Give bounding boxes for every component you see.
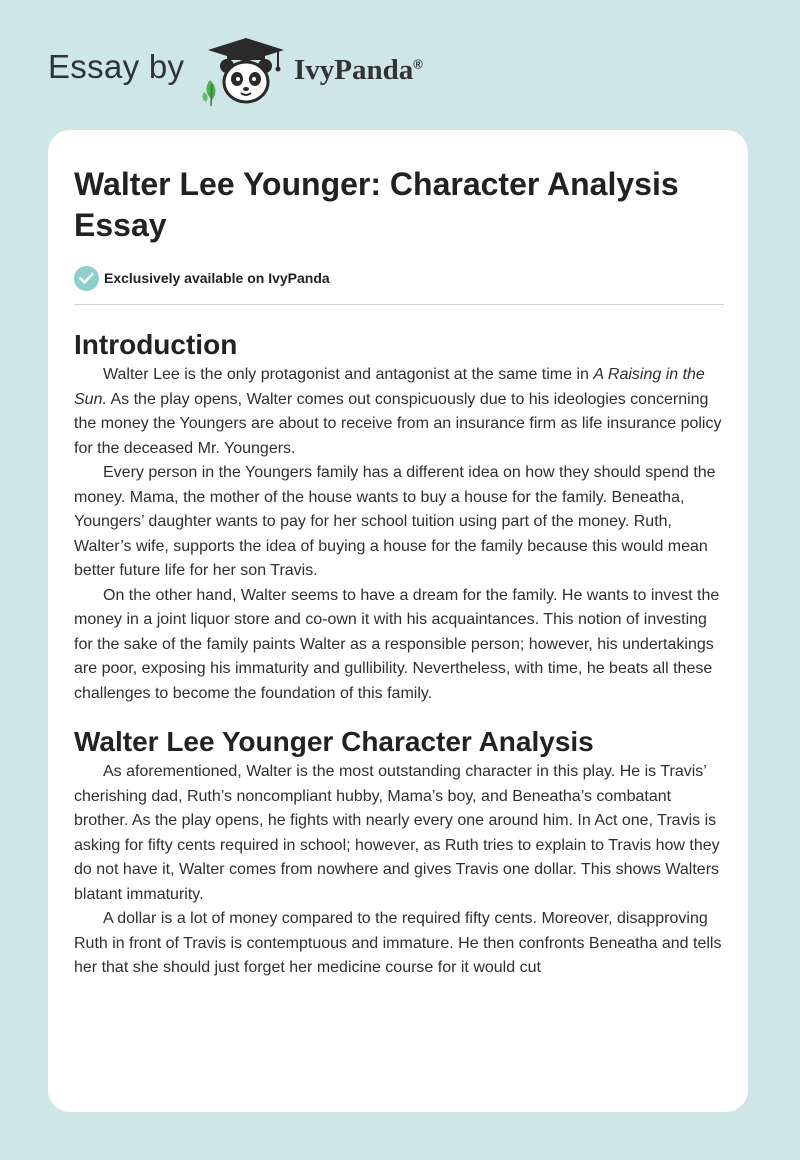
section-heading-character-analysis: Walter Lee Younger Character Analysis xyxy=(74,726,594,757)
brand-name[interactable] xyxy=(294,54,423,87)
paragraph: Every person in the Youngers family has a different idea on how they should spend the money. Mama, the mother of the house wants to buy a house for the family. Beneatha, Youngers’ daughter wants to pay for her school tuition using part of the money. Ruth, Walter’s wife, supports the idea of buying a house for the family because this would mean better future life for her son Travis. xyxy=(74,464,716,579)
play-title: A Raising in the Sun. xyxy=(74,366,705,408)
paragraph: A dollar is a lot of money compared to the required fifty cents. Moreover, disapproving Ruth in front of Travis is contemptuous and immature. He then confronts Beneatha and tells her that she should just forget her medicine course for it would cut xyxy=(74,910,722,976)
exclusive-badge-label: Exclusively available on IvyPanda xyxy=(104,270,330,286)
exclusive-badge xyxy=(74,264,724,292)
paragraph xyxy=(74,363,724,461)
section-heading-introduction: Introduction xyxy=(74,329,238,360)
page-title: Walter Lee Younger: Character Analysis Essay xyxy=(74,166,679,243)
panda-logo-icon[interactable] xyxy=(200,36,292,108)
paragraph: As aforementioned, Walter is the most outstanding character in this play. He is Travis’ cherishing dad, Ruth’s noncompliant hubby, Mama’s boy, and Beneatha’s combatant brother. As the play opens, he fights with nearly every one around him. In Act one, Travis is asking for fifty cents required in school; however, as Ruth tries to explain to Travis how they do not have it, Walter comes from nowhere and gives Travis one dollar. This shows Walters blatant immaturity. xyxy=(74,763,720,903)
paragraph-text: As the play opens, Walter comes out conspicuously due to his ideologies concerning the money the Youngers are about to receive from an insurance firm as life insurance policy for the deceased Mr. Youngers. xyxy=(74,390,722,457)
brand-name-text: IvyPanda xyxy=(294,54,414,86)
site-header xyxy=(0,0,800,130)
paragraph-text: Walter Lee is the only protagonist and antagonist at the same time in xyxy=(103,366,594,383)
registered-mark: ® xyxy=(413,56,423,72)
check-icon xyxy=(74,266,99,291)
divider xyxy=(74,304,724,305)
article-body xyxy=(74,164,724,981)
paragraph: On the other hand, Walter seems to have a dream for the family. He wants to invest the money in a joint liquor store and co-own it with his acquaintances. This notion of investing for the sake of the family paints Walter as a responsible person; however, his undertakings are poor, exposing his immaturity and gullibility. Nevertheless, with time, he beats all these challenges to become the foundation of this family. xyxy=(74,586,720,702)
article-card xyxy=(48,130,748,1112)
essay-by-label: Essay by xyxy=(48,48,185,85)
